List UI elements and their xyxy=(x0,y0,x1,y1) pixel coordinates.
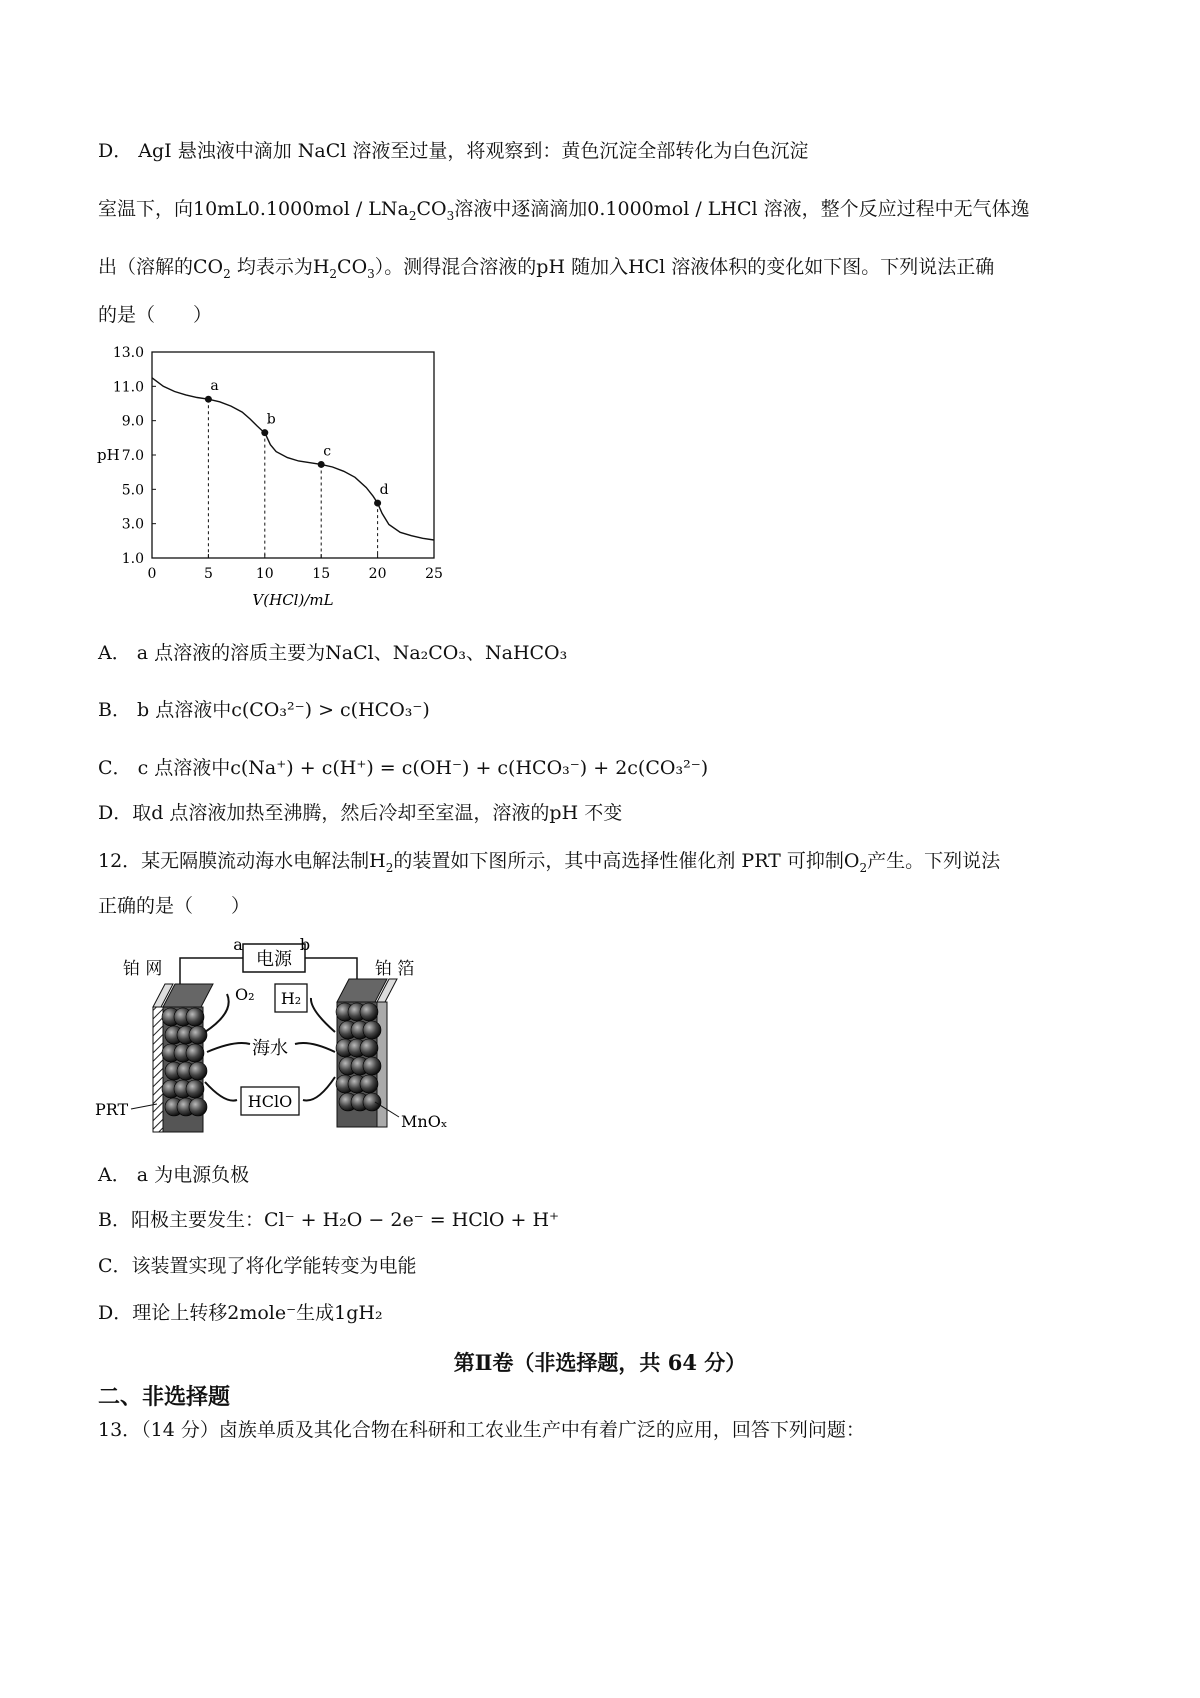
sub-2: 2 xyxy=(329,267,338,281)
x-tick-label: 25 xyxy=(425,566,443,582)
x-axis-label: V(HCl)/mL xyxy=(252,591,334,609)
q12-stem-b: 的装置如下图所示，其中高选择性催化剂 PRT 可抑制O xyxy=(393,850,860,872)
sub-2: 2 xyxy=(385,861,394,875)
point-d-marker xyxy=(374,500,381,507)
catalyst-sphere xyxy=(186,1008,204,1026)
point-c-label: c xyxy=(323,443,332,460)
q11-option-d: D．取d 点溶液加热至沸腾，然后冷却至室温，溶液的pH 不变 xyxy=(98,802,623,824)
point-a-marker xyxy=(205,396,212,403)
catalyst-sphere xyxy=(189,1062,207,1080)
x-tick-label: 15 xyxy=(312,566,331,582)
terminal-b-label: b xyxy=(299,935,311,954)
q13-stem: 13．（14 分）卤族单质及其化合物在科研和工农业生产中有着广泛的应用，回答下列问题： xyxy=(98,1419,865,1441)
q11-stem-line2-c: ）。测得混合溶液的pH 随加入HCl 溶液体积的变化如下图。下列说法正确 xyxy=(374,256,995,278)
arrow-from-seawater-left xyxy=(207,1043,250,1052)
left-electrode xyxy=(153,984,213,1132)
sub-2: 2 xyxy=(859,861,868,875)
power-source-label: 电源 xyxy=(256,949,292,970)
catalyst-sphere xyxy=(189,1098,207,1116)
q11-stem-line1-b: 溶液中逐滴滴加0.1000mol / LHCl 溶液，整个反应过程中无气体逸 xyxy=(454,198,1030,220)
q12-stem-line2: 正确的是（ ） xyxy=(98,895,251,917)
q11-stem-line2-a: 出（溶解的CO xyxy=(98,256,224,278)
prev-option-d xyxy=(98,138,808,164)
catalyst-sphere xyxy=(360,1075,378,1093)
x-tick-label: 20 xyxy=(368,566,387,582)
arrow-from-seawater-right xyxy=(295,1043,335,1052)
q11-option-a: A． a 点溶液的溶质主要为NaCl、Na₂CO₃、NaHCO₃ xyxy=(98,642,568,664)
hclo-label: HClO xyxy=(247,1092,293,1111)
y-tick-label: 13.0 xyxy=(112,345,144,361)
q11-stem-line2: 出（溶解的$CO_2$ 均表示为$H_2CO_3$）。测得混合溶液的pH 随加入HCl 溶液体积的变化如下图。下列说法正确 xyxy=(98,256,995,281)
point-d-label: d xyxy=(379,482,389,499)
q12-stem-c: 产生。下列说法 xyxy=(867,850,1001,872)
right-electrode xyxy=(336,979,397,1127)
sub-2: 2 xyxy=(223,267,231,281)
q11-option-c: C． c 点溶液中c(Na⁺) + c(H⁺) = c(OH⁻) + c(HCO₃⁻) + 2c(CO₃²⁻) xyxy=(98,757,709,779)
prt-label: PRT xyxy=(95,1100,129,1119)
arrow-to-o2 xyxy=(205,994,229,1032)
point-b-label: b xyxy=(266,411,276,428)
section-heading: 二、非选择题 xyxy=(98,1384,231,1410)
sub-3: 3 xyxy=(446,209,455,223)
catalyst-sphere xyxy=(363,1057,381,1075)
q12-stem-a: 12．某无隔膜流动海水电解法制H xyxy=(98,850,386,872)
section-title: 第Ⅱ卷（非选择题，共 64 分） xyxy=(453,1350,747,1375)
prev-option-d-label: D． xyxy=(98,140,133,162)
prt-layer xyxy=(153,1007,163,1132)
y-tick-label: 9.0 xyxy=(121,413,144,430)
arrow-to-hclo-right xyxy=(303,1077,335,1101)
q12-stem-line1 xyxy=(98,848,1000,881)
q11-stem-line2-b: 均表示为H xyxy=(236,256,330,278)
catalyst-sphere xyxy=(189,1026,207,1044)
o2-label: O₂ xyxy=(235,985,255,1004)
prev-option-d-text: AgI 悬浊液中滴加 NaCl 溶液至过量，将观察到：黄色沉淀全部转化为白色沉淀 xyxy=(138,140,809,162)
point-a-label: a xyxy=(210,378,219,395)
point-c-marker xyxy=(318,461,325,468)
catalyst-sphere xyxy=(186,1044,204,1062)
q12-option-c: C．该装置实现了将化学能转变为电能 xyxy=(98,1255,417,1277)
q12-option-d: D．理论上转移2mole⁻生成1gH₂ xyxy=(98,1302,383,1324)
q12-option-a: A． a 为电源负极 xyxy=(98,1164,250,1186)
q11-stem-line3: 的是（ ） xyxy=(98,304,213,326)
catalyst-sphere xyxy=(363,1021,381,1039)
x-tick-label: 0 xyxy=(147,566,157,582)
ph-chart xyxy=(95,338,495,628)
arrow-to-hclo-left xyxy=(205,1082,237,1101)
catalyst-sphere xyxy=(360,1003,378,1021)
catalyst-sphere xyxy=(186,1080,204,1098)
y-tick-label: 7.0 xyxy=(121,448,144,464)
h2-label: H₂ xyxy=(280,989,302,1008)
arrow-to-h2 xyxy=(311,998,335,1032)
seawater-label: 海水 xyxy=(252,1038,288,1059)
mnox-label: MnOₓ xyxy=(401,1112,448,1131)
catalyst-sphere xyxy=(363,1093,381,1111)
y-tick-label: 3.0 xyxy=(121,516,144,533)
point-b-marker xyxy=(261,429,268,436)
wire-left xyxy=(180,958,243,984)
right-electrode-label: 铂 箔 xyxy=(375,959,415,979)
ph-curve xyxy=(152,378,434,540)
electrolysis-diagram xyxy=(95,932,475,1147)
left-electrode-label: 铂 网 xyxy=(123,959,163,979)
y-tick-label: 5.0 xyxy=(121,482,144,499)
q11-stem-line1: 室温下，向$10mL0.1000mol / LNa_2CO_3$溶液中逐滴滴加0.1000mol / LHCl 溶液，整个反应过程中无气体逸 xyxy=(98,198,1030,223)
q11-stem-line1-a: 室温下，向10mL0.1000mol / LNa xyxy=(98,198,409,220)
y-axis-label: pH xyxy=(97,446,120,464)
q12-option-b: B．阳极主要发生：Cl⁻ + H₂O − 2e⁻ = HClO + H⁺ xyxy=(98,1209,560,1231)
sub-3: 3 xyxy=(367,267,375,281)
terminal-a-label: a xyxy=(233,935,243,954)
x-tick-label: 5 xyxy=(203,566,213,582)
catalyst-sphere xyxy=(360,1039,378,1057)
x-tick-label: 10 xyxy=(255,566,274,582)
q11-option-b: B． b 点溶液中c(CO₃²⁻) > c(HCO₃⁻) xyxy=(98,699,430,721)
y-tick-label: 11.0 xyxy=(112,379,144,396)
sub-2: 2 xyxy=(408,209,417,223)
y-tick-label: 1.0 xyxy=(121,551,144,567)
